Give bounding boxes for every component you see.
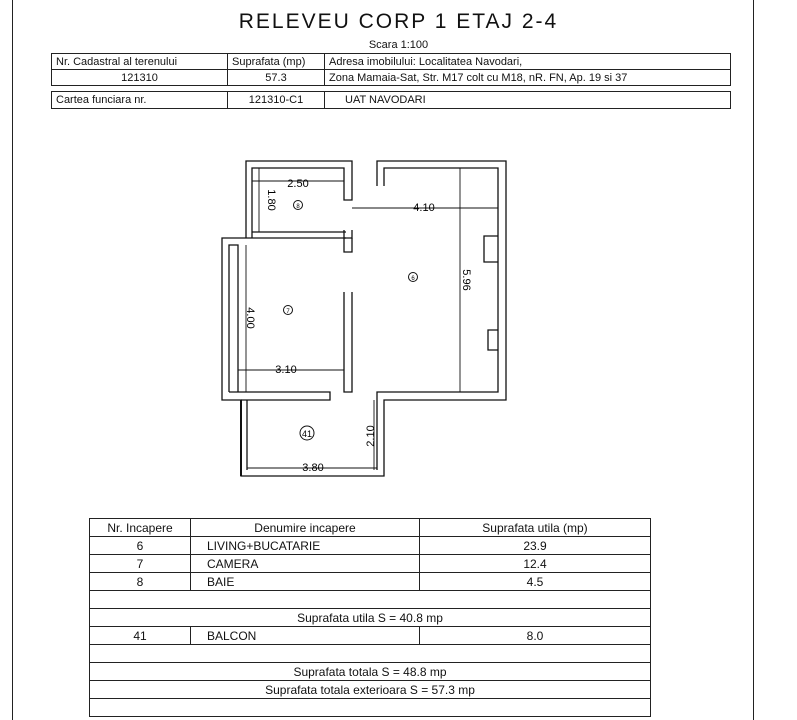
uat-label: UAT NAVODARI (325, 92, 731, 109)
row-area: 12.4 (420, 555, 651, 573)
dim-210: 2.10 (365, 425, 377, 447)
row-name: BAIE (191, 573, 420, 591)
dim-250: 2.50 (287, 178, 309, 190)
room-divider (344, 292, 352, 392)
kitchen-niche (484, 236, 498, 350)
dim-400: 4.00 (244, 307, 256, 329)
row-area: 4.5 (420, 573, 651, 591)
balcony-nr: 41 (90, 627, 191, 645)
row-nr: 7 (90, 555, 191, 573)
cf-label: Cartea funciara nr. (52, 92, 228, 109)
total-surface: Suprafata totala S = 48.8 mp (90, 663, 651, 681)
cadastral-value: 121310 (52, 70, 228, 86)
table-row (90, 573, 651, 591)
useful-total: Suprafata utila S = 40.8 mp (90, 609, 651, 627)
room-7-label: 7 (286, 309, 290, 315)
dim-310: 3.10 (275, 364, 297, 376)
row-name: LIVING+BUCATARIE (191, 537, 420, 555)
row-nr: 6 (90, 537, 191, 555)
dim-596: 5.96 (460, 269, 472, 291)
address-line2: Zona Mamaia-Sat, Str. M17 colt cu M18, nR. FN, Ap. 19 si 37 (325, 70, 731, 86)
room-6-label: 6 (411, 276, 415, 282)
table-row (90, 555, 651, 573)
surface-value: 57.3 (228, 70, 325, 86)
rooms-table (89, 518, 651, 717)
page-title: RELEVEU CORP 1 ETAJ 2-4 (238, 10, 559, 33)
col-header-nr: Nr. Incapere (90, 519, 191, 537)
balcony-name: BALCON (191, 627, 420, 645)
divider-top (344, 238, 352, 252)
dim-180: 1.80 (265, 189, 277, 211)
col-header-name: Denumire incapere (191, 519, 420, 537)
address-line1: Adresa imobilului: Localitatea Navodari, (325, 54, 731, 70)
table-row (90, 627, 651, 645)
bath-partition (246, 232, 346, 238)
dim-410: 4.10 (413, 202, 435, 214)
table-row (90, 537, 651, 555)
bath-wall-right (344, 186, 352, 238)
col-header-area: Suprafata utila (mp) (420, 519, 651, 537)
room-8-label: 8 (296, 204, 300, 210)
lower-wall (229, 392, 330, 400)
row-name: CAMERA (191, 555, 420, 573)
surface-label: Suprafata (mp) (228, 54, 325, 70)
balcony-area: 8.0 (420, 627, 651, 645)
spacer-row (90, 591, 651, 609)
cadastral-label: Nr. Cadastral al terenului (52, 54, 228, 70)
dim-380: 3.80 (302, 462, 324, 474)
cf-value: 121310-C1 (228, 92, 325, 109)
spacer-row (90, 645, 651, 663)
row-nr: 8 (90, 573, 191, 591)
spacer-row (90, 699, 651, 717)
total-exterior-surface: Suprafata totala exterioara S = 57.3 mp (90, 681, 651, 699)
scale-label: Scara 1:100 (368, 39, 429, 51)
row-area: 23.9 (420, 537, 651, 555)
outer-wall-inner (229, 168, 498, 470)
room-41-label: 41 (301, 429, 313, 439)
